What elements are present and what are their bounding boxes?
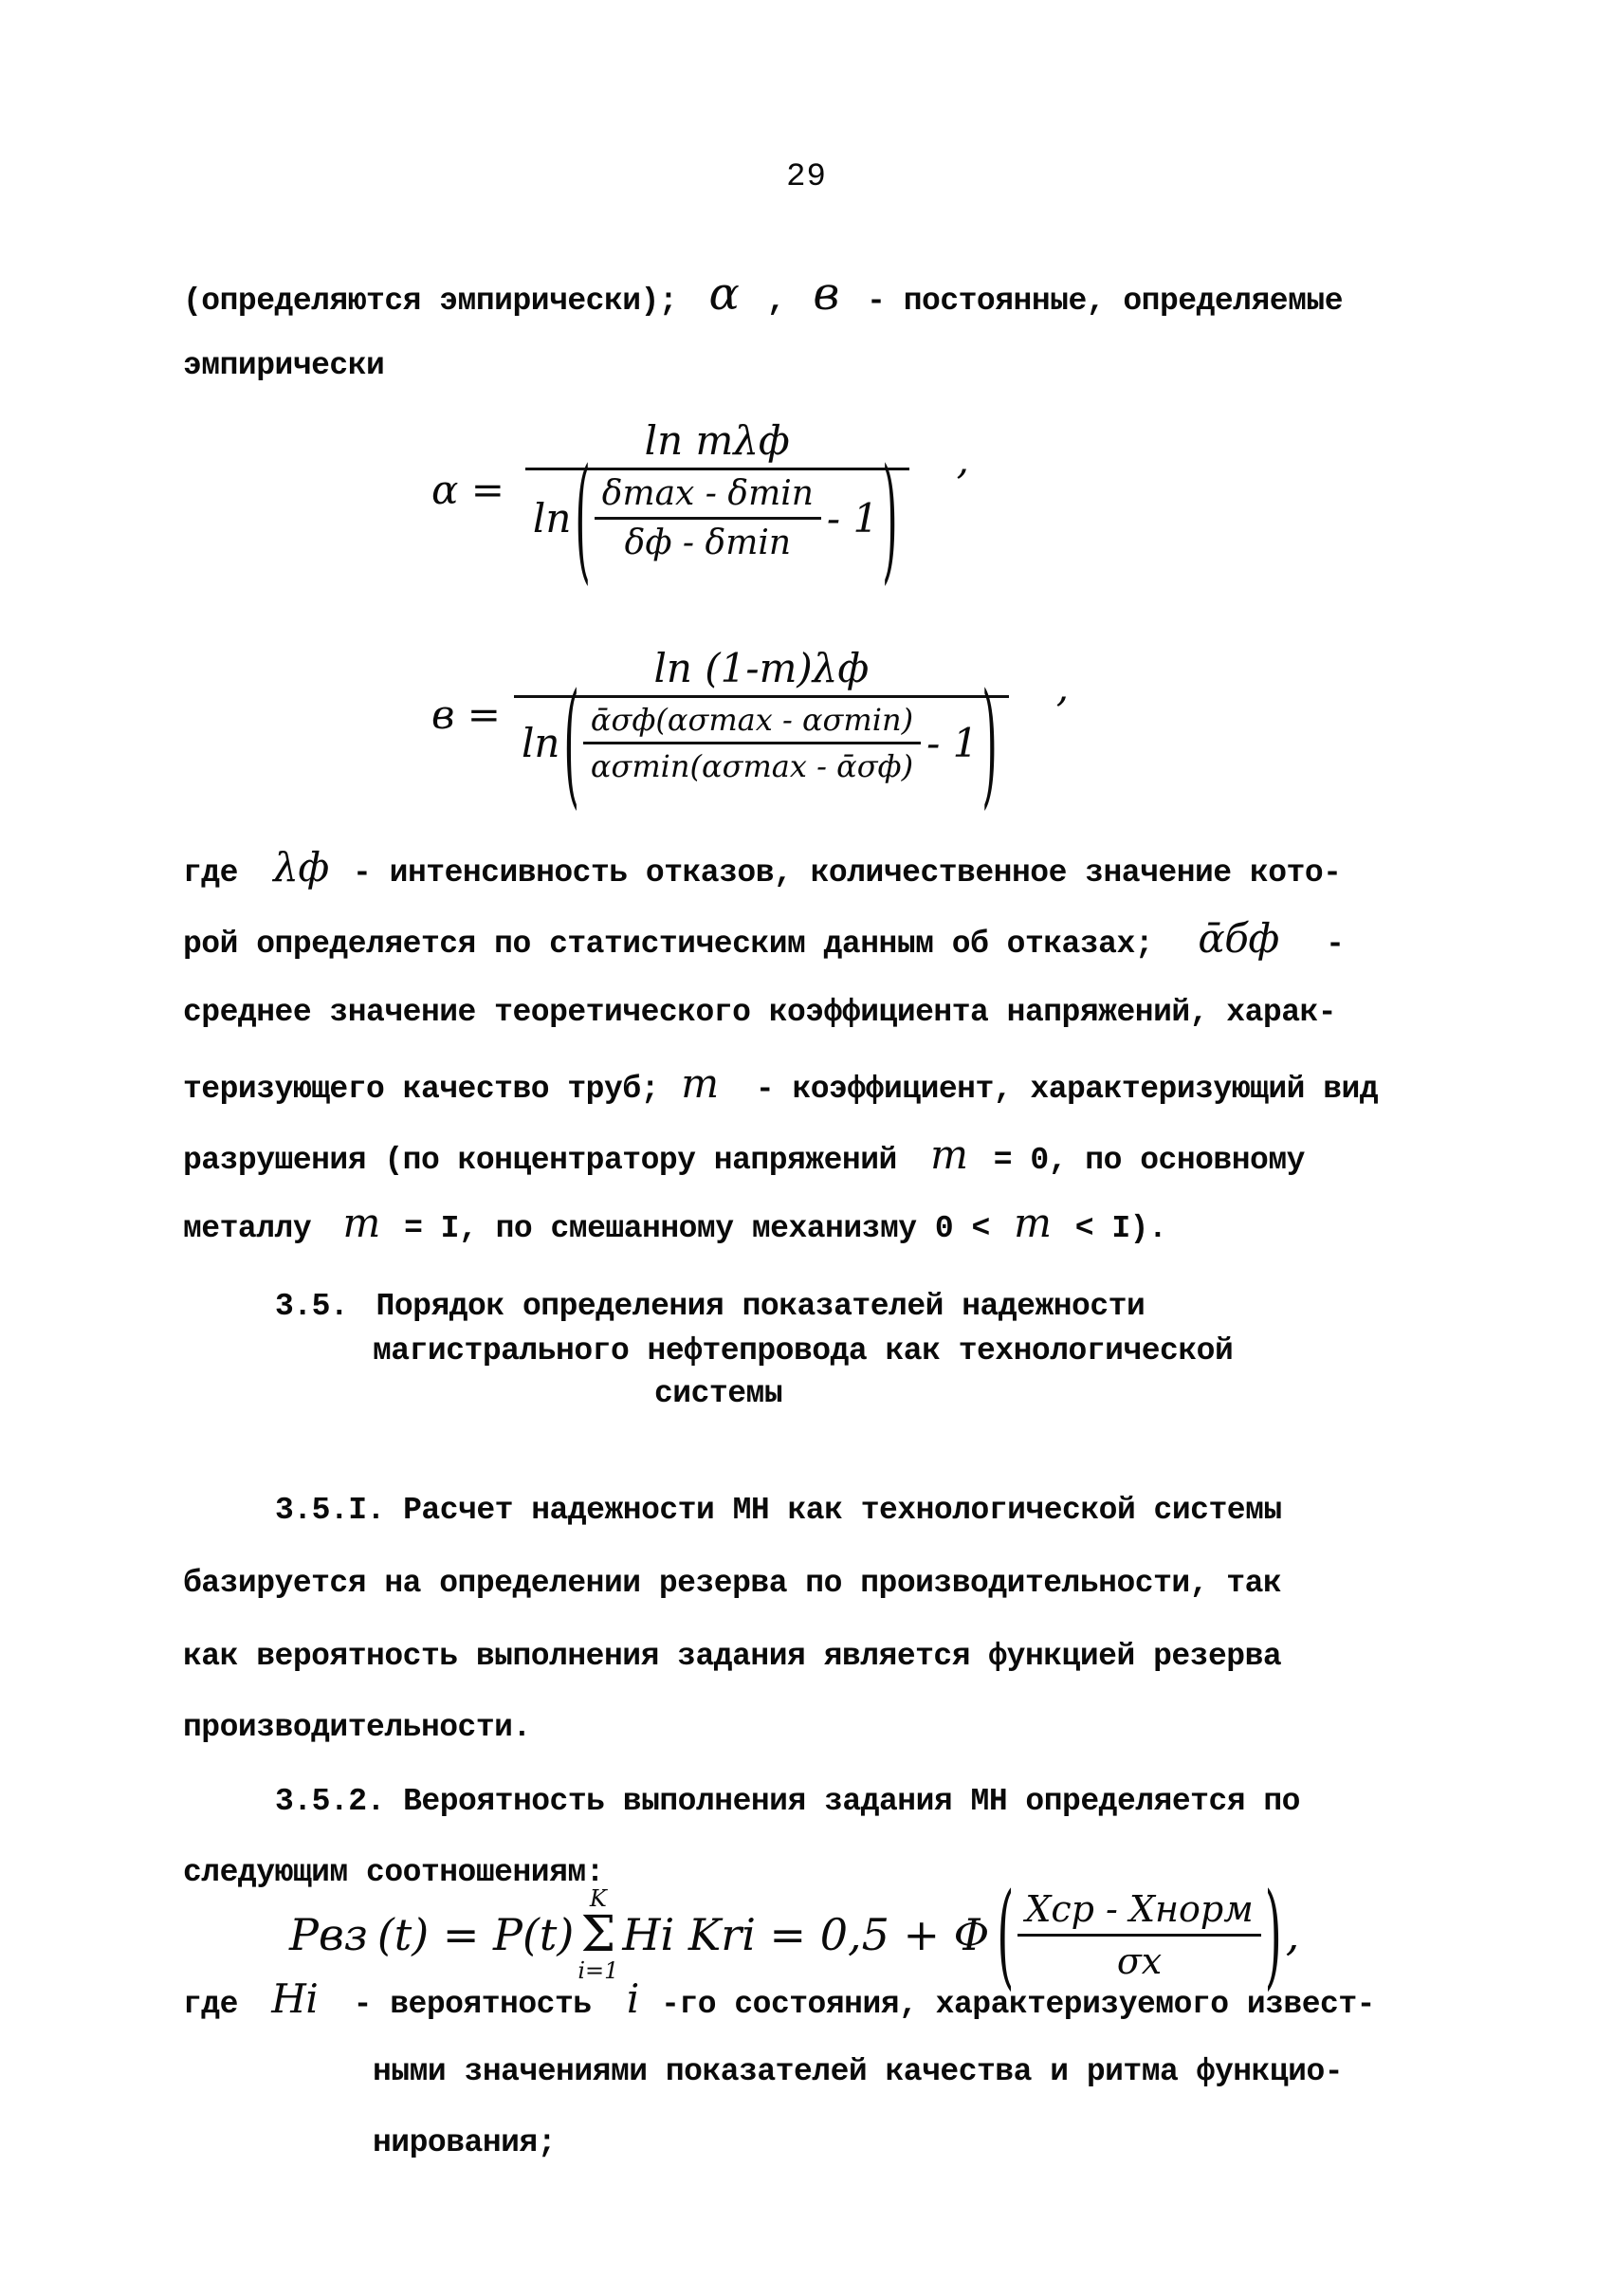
formula-p-comma: , — [1285, 1909, 1300, 1960]
intro-text-end: - постоянные, определяемые — [867, 284, 1343, 319]
symbol-m: m — [342, 1200, 380, 1246]
paragraph-351-line-2: базируется на определении резерва по производительности, так — [183, 1566, 1282, 1601]
page-number: 29 — [786, 159, 827, 195]
intro-line-2: эмпирически — [183, 348, 385, 383]
symbol-a: α — [708, 267, 740, 321]
symbol-i: i — [626, 1975, 639, 2022]
intro-line-1 — [183, 267, 1343, 321]
definition-text: рой определяется по статистическим данным об отказах; — [183, 927, 1154, 962]
inner-denominator: ασmin(ασmax - ᾱσф) — [590, 748, 914, 784]
fraction-bar — [595, 517, 821, 520]
paragraph-351-line-4: производительности. — [183, 1710, 531, 1745]
formula-a-numerator: ln mλф — [644, 417, 790, 464]
ln-prefix: ln — [532, 495, 572, 542]
definition-line-4 — [183, 1060, 1379, 1109]
definition-dash: - — [1326, 927, 1345, 962]
right-paren: ) — [981, 664, 998, 822]
left-paren: ( — [997, 1867, 1015, 2002]
section-heading-line-3: системы — [654, 1376, 783, 1411]
formula-b — [431, 645, 1070, 822]
formula-b-lhs: в = — [431, 691, 501, 738]
intro-text-start: (определяются эмпирически); — [183, 284, 678, 319]
symbol-m: m — [681, 1060, 719, 1107]
sigma-icon: Σ — [580, 1906, 616, 1963]
definition-h-line-2: ными значениями показателей качества и ритма функцио- — [373, 2054, 1344, 2089]
symbol-alpha-bar: ᾱбф — [1198, 915, 1279, 962]
fraction-bar — [514, 695, 1009, 698]
definition-text: = I, по смешанному механизму 0 < — [404, 1211, 990, 1246]
definition-line-6 — [183, 1200, 1167, 1248]
right-paren: ) — [1264, 1867, 1282, 2002]
fraction-bar — [1017, 1934, 1260, 1937]
definition-text: = 0, по основному — [993, 1143, 1305, 1178]
lead-word: где — [183, 1987, 238, 2022]
ln-prefix: ln — [522, 720, 560, 766]
formula-a-comma: , — [956, 436, 969, 483]
section-number: 3.5. — [275, 1289, 349, 1324]
inner-numerator: ᾱσф(ασmax - ασmin) — [590, 702, 914, 738]
summation — [577, 1887, 618, 1982]
formula-a-fraction — [525, 417, 909, 597]
formula-b-numerator: ln (1-m)λф — [653, 645, 870, 691]
definition-h-line-1 — [183, 1975, 1375, 2024]
symbol-h: Hi — [271, 1975, 319, 2022]
paragraph-352-line-2: следующим соотношениям: — [183, 1855, 604, 1890]
formula-p-lhs — [289, 1909, 368, 1960]
definition-h-line-3: нирования; — [373, 2125, 557, 2160]
paragraph-351-line-1: 3.5.I. Расчет надежности МН как технологической системы — [275, 1493, 1282, 1528]
sum-upper-limit: K — [589, 1885, 607, 1912]
symbol-m: m — [930, 1131, 968, 1178]
formula-p-arg: (t) = P(t) — [376, 1909, 575, 1960]
formula-p-denominator: σx — [1116, 1939, 1163, 1982]
formula-p-terms: Hi Kri = 0,5 + Φ — [622, 1909, 990, 1960]
definition-line-3: среднее значение теоретического коэффициента напряжений, харак- — [183, 995, 1337, 1030]
section-heading-line-1 — [275, 1288, 1145, 1326]
formula-b-comma: , — [1055, 664, 1070, 710]
sum-lower-limit: i=1 — [577, 1957, 619, 1984]
inner-fraction — [583, 702, 921, 784]
inner-numerator: δmax - δmin — [601, 474, 814, 513]
formula-a — [431, 417, 969, 597]
paragraph-351-line-3: как вероятность выполнения задания является функцией резерва — [183, 1639, 1282, 1674]
definition-line-5 — [183, 1131, 1305, 1180]
left-paren: ( — [563, 664, 579, 822]
definition-text: теризующего качество труб; — [183, 1072, 659, 1107]
formula-p-fraction — [1017, 1888, 1260, 1982]
minus-one: - 1 — [926, 720, 979, 766]
section-title: Порядок определения показателей надежности — [376, 1289, 1146, 1324]
definition-line-2 — [183, 915, 1345, 964]
p-symbol: Pвз — [289, 1909, 368, 1960]
left-paren: ( — [575, 439, 591, 597]
formula-b-fraction — [514, 645, 1009, 822]
intro-comma: , — [766, 284, 786, 319]
paragraph-352-line-1: 3.5.2. Вероятность выполнения задания МН определяется по — [275, 1784, 1300, 1819]
definition-text: разрушения (по концентратору напряжений — [183, 1143, 897, 1178]
symbol-b: в — [813, 267, 839, 321]
formula-p — [289, 1867, 1300, 2002]
right-paren: ) — [882, 439, 898, 597]
symbol-m: m — [1014, 1200, 1052, 1246]
definition-text: < I). — [1074, 1211, 1167, 1246]
definition-text: металлу — [183, 1211, 312, 1246]
inner-fraction — [595, 474, 821, 562]
lead-word: где — [183, 855, 238, 891]
definition-text: - интенсивность отказов, количественное значение кото- — [353, 855, 1342, 891]
symbol-lambda-f: λф — [273, 844, 329, 891]
fraction-bar — [583, 742, 921, 744]
definition-line-1 — [183, 844, 1342, 892]
definition-text: - вероятность — [353, 1987, 592, 2022]
formula-a-lhs: α = — [431, 467, 504, 513]
definition-text: - коэффициент, характеризующий вид — [755, 1072, 1379, 1107]
definition-text: -го состояния, характеризуемого извест- — [661, 1987, 1375, 2022]
inner-denominator: δф - δmin — [624, 523, 792, 562]
section-heading-line-2: магистрального нефтепровода как технологической — [373, 1333, 1234, 1368]
formula-p-numerator: Xср - Xнорм — [1025, 1887, 1254, 1930]
minus-one: - 1 — [826, 495, 879, 542]
